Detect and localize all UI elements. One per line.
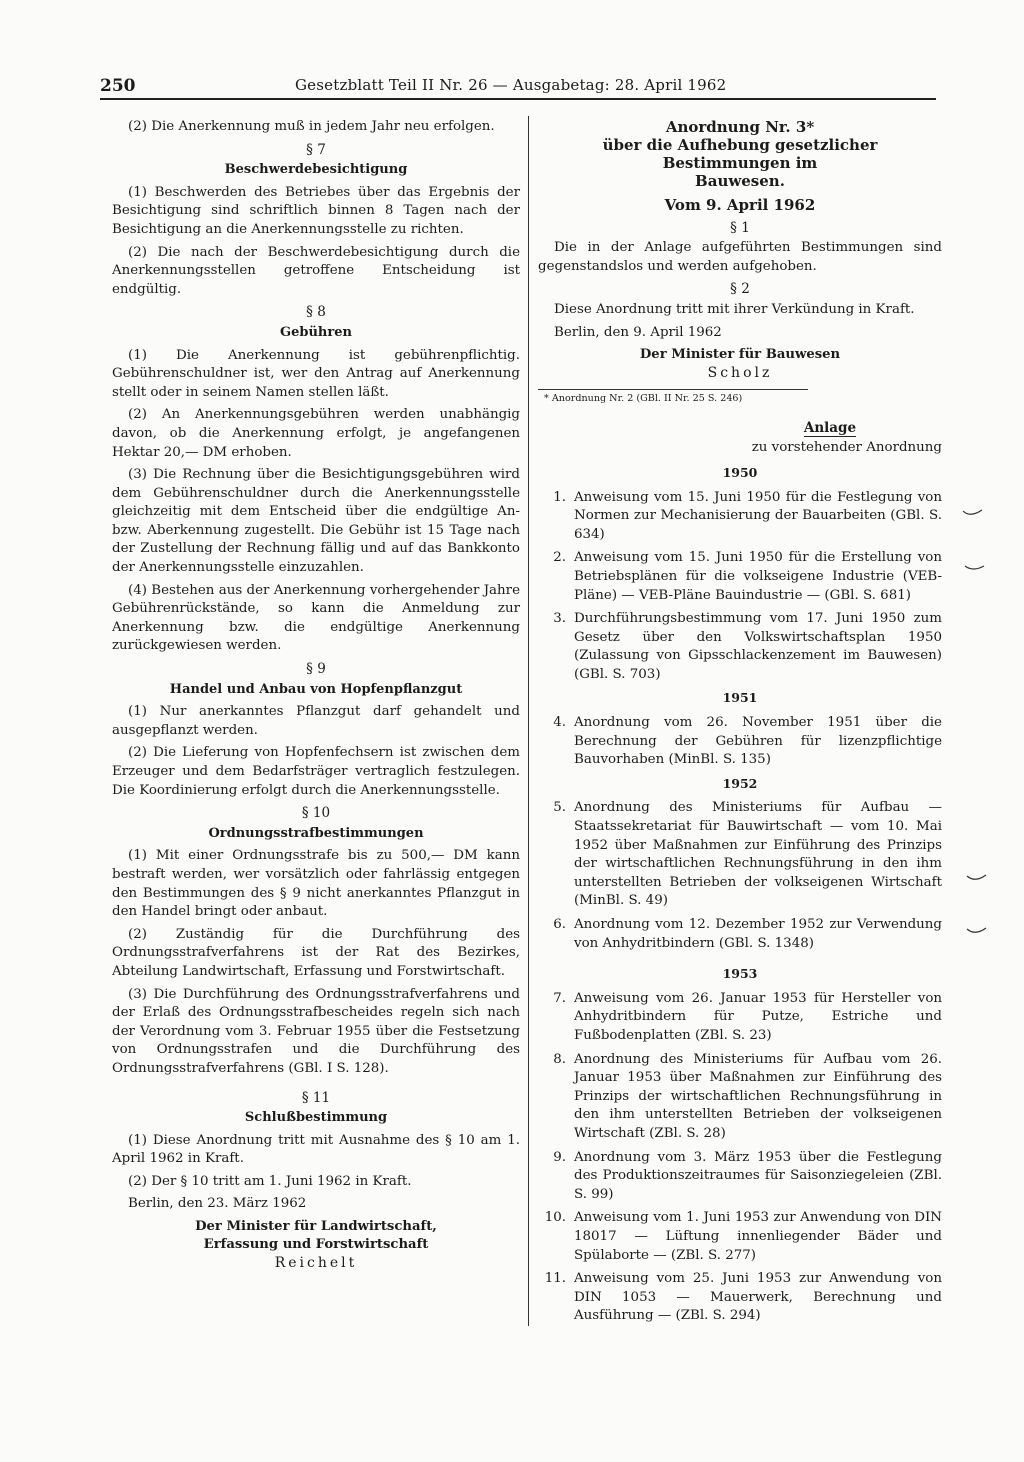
item-number: 11. <box>544 1271 566 1287</box>
paragraph: (3) Die Rechnung über die Besichtigungsgebühren wird dem Gebührenschuldner durch die Anerkennungsstelle gleichzeitig mit dem Entscheid über die endgültige An- bzw. Aberkennung zugestellt. Die Gebühr ist 15 Tage nach der Zustellung der Rechnung fällig und auf das Bankkonto der Anerkennungsstelle einzuzahlen. <box>112 467 520 576</box>
signer-name: Scholz <box>707 365 773 382</box>
paragraph: (4) Bestehen aus der Anerkennung vorhergehender Jahre Gebührenrückstände, so kann die Anmeldung zur Anerkennung bzw. die endgültige Anerkennung zurückgewiesen werden. <box>112 582 520 654</box>
footnote: * Anordnung Nr. 2 (GBl. II Nr. 25 S. 246) <box>544 392 743 404</box>
section-title: Gebühren <box>280 324 352 340</box>
year-heading: 1950 <box>722 464 758 480</box>
list-item <box>538 799 942 911</box>
section-title: Ordnungsstrafbestimmungen <box>208 825 424 841</box>
item-number: 8. <box>553 1051 566 1067</box>
section-title: Handel und Anbau von Hopfenpflanzgut <box>169 681 463 697</box>
footnote-rule <box>538 389 808 390</box>
item-number: 4. <box>553 715 566 731</box>
section-number: § 2 <box>730 281 750 298</box>
paragraph: (2) Zuständig für die Durchführung des Ordnungsstrafverfahrens ist der Rat des Bezirkes, Abteilung Landwirtschaft, Erfassung und Forstwirtschaft. <box>112 926 520 979</box>
paragraph: (2) Die Lieferung von Hopfenfechsern ist zwischen dem Erzeuger und dem Bedarfsträger vertraglich festzulegen. Die Koordinierung erfolgt durch die Anerkennungsstelle. <box>112 745 520 798</box>
signer-title: Der Minister für Landwirtschaft, <box>195 1219 437 1235</box>
paragraph: (3) Die Durchführung des Ordnungsstrafverfahrens und der Erlaß des Ordnungsstrafbescheides regeln sich nach der Verordnung vom 3. Februar 1955 über die Festsetzung von Ordnungsstrafen und die Durchführung des Ordnungsstrafverfahrens (GBl. I S. 128). <box>112 986 520 1076</box>
page-header <box>100 76 936 100</box>
paragraph: (1) Diese Anordnung tritt mit Ausnahme des § 10 am 1. April 1962 in Kraft. <box>112 1132 520 1167</box>
check-mark-icon <box>966 926 988 936</box>
year-heading: 1952 <box>722 775 758 791</box>
annex-subtitle: zu vorstehender Anordnung <box>751 440 942 456</box>
signer-title: Erfassung und Forstwirtschaft <box>203 1237 429 1253</box>
list-item <box>538 1270 942 1326</box>
check-mark-icon <box>966 873 988 883</box>
paragraph: (2) Der § 10 tritt am 1. Juni 1962 in Kraft. <box>128 1173 412 1189</box>
list-item <box>538 489 942 545</box>
item-number: 1. <box>553 489 566 505</box>
year-heading: 1951 <box>722 690 758 706</box>
section-number: § 11 <box>301 1089 331 1106</box>
paragraph: (1) Beschwerden des Betriebes über das Ergebnis der Besichtigung sind schriftlich binnen 8 Tagen nach der Besichtigung an die Anerkennungsstelle zu richten. <box>112 184 520 237</box>
paragraph: Diese Anordnung tritt mit ihrer Verkündung in Kraft. <box>554 301 915 317</box>
section-number: § 10 <box>301 805 331 822</box>
decree-title: Anordnung Nr. 3* <box>665 118 815 136</box>
item-text: Anordnung vom 26. November 1951 über die Berechnung der Gebühren für lizenzpflichtige Bauvorhaben (MinBl. S. 135) <box>574 715 942 768</box>
item-text: Anordnung vom 3. März 1953 über die Festlegung des Produktionszeitraumes für Saisonziegeleien (ZBl. S. 99) <box>574 1149 942 1202</box>
item-text: Anweisung vom 25. Juni 1953 zur Anwendung von DIN 1053 — Mauerwerk, Berechnung und Ausführung — (ZBl. S. 294) <box>574 1271 942 1324</box>
list-item <box>538 990 942 1046</box>
paragraph: (1) Nur anerkanntes Pflanzgut darf gehandelt und ausgepflanzt werden. <box>112 704 520 738</box>
decree-title: Bauwesen. <box>695 172 785 190</box>
section-number: § 8 <box>306 304 326 321</box>
signer-title: Der Minister für Bauwesen <box>639 347 841 363</box>
item-text: Anweisung vom 26. Januar 1953 für Hersteller von Anhydritbindern für Putze, Estriche und Fußbodenplatten (ZBl. S. 23) <box>574 990 942 1043</box>
list-item <box>538 714 942 770</box>
place-date: Berlin, den 23. März 1962 <box>128 1196 307 1212</box>
list-item <box>538 610 942 684</box>
item-number: 6. <box>553 917 566 932</box>
left-column <box>112 118 520 1273</box>
paragraph: (2) An Anerkennungsgebühren werden unabhängig davon, ob die Anerkennung erfolgt, je angefangenen Hektar 20,— DM erhoben. <box>112 407 520 460</box>
check-mark-icon <box>964 563 986 573</box>
item-number: 10. <box>544 1210 566 1226</box>
item-number: 3. <box>553 611 566 627</box>
item-text: Durchführungsbestimmung vom 17. Juni 1950 zum Gesetz über den Volkswirtschaftsplan 1950 (Zulassung von Gipsschlackenzement im Bauwesen) (GBl. S. 703) <box>574 611 942 682</box>
place-date: Berlin, den 9. April 1962 <box>554 324 722 340</box>
decree-date: Vom 9. April 1962 <box>664 196 816 214</box>
list-item <box>538 1051 942 1144</box>
list-item <box>538 1149 942 1205</box>
column-divider <box>528 116 529 1326</box>
paragraph: (1) Die Anerkennung ist gebührenpflichtig. Gebührenschuldner ist, wer den Antrag auf Anerkennung stellt oder in seinem Namen stellen läßt. <box>112 347 520 400</box>
paragraph: Die in der Anlage aufgeführten Bestimmungen sind gegenstandslos und werden aufgehoben. <box>538 240 942 274</box>
section-number: § 7 <box>306 141 326 158</box>
list-item <box>538 549 942 605</box>
section-title: Schlußbestimmung <box>244 1110 388 1126</box>
check-mark-icon <box>962 508 984 518</box>
item-number: 2. <box>553 550 566 566</box>
item-text: Anordnung des Ministeriums für Aufbau — Staatssekretariat für Bauwirtschaft — vom 10. Mai 1952 über Maßnahmen zur Einführung des Prinzips der wirtschaftlichen Rechnungsführung in den ihm unterstellten Betrieben der volkseigenen Wirtschaft (MinBl. S. 49) <box>574 800 942 909</box>
header-title: Gesetzblatt Teil II Nr. 26 — Ausgabetag: 28. April 1962 <box>295 76 727 94</box>
signer-name: Reichelt <box>274 1255 358 1272</box>
right-column <box>538 118 942 1331</box>
item-text: Anweisung vom 1. Juni 1953 zur Anwendung von DIN 18017 — Lüftung innenliegender Bäder und Spülaborte — (ZBl. S. 277) <box>574 1210 942 1263</box>
decree-title: über die Aufhebung gesetzlicher Bestimmungen im <box>602 136 878 172</box>
paragraph: (2) Die Anerkennung muß in jedem Jahr neu erfolgen. <box>128 119 495 134</box>
section-title: Beschwerdebesichtigung <box>224 162 408 178</box>
annex-title-text: Anlage <box>803 419 857 436</box>
year-heading: 1953 <box>722 966 758 982</box>
paragraph: (1) Mit einer Ordnungsstrafe bis zu 500,— DM kann bestraft werden, wer vorsätzlich oder fahrlässig entgegen den Bestimmungen des § 9 nicht anerkanntes Pflanzgut in den Handel bringt oder anbaut. <box>112 848 520 920</box>
item-text: Anordnung des Ministeriums für Aufbau vom 26. Januar 1953 über Maßnahmen zur Einführung des Prinzips der wirtschaftlichen Rechnungsführung in den ihm unterstellten Betrieben der volkseigenen Wirtschaft (ZBl. S. 28) <box>574 1051 942 1141</box>
annex-title <box>718 419 942 438</box>
item-text: Anweisung vom 15. Juni 1950 für die Festlegung von Normen zur Mechanisierung der Bauarbeiten (GBl. S. 634) <box>574 489 942 542</box>
item-number: 7. <box>553 990 566 1006</box>
item-number: 5. <box>553 800 566 816</box>
list-item <box>538 1209 942 1265</box>
section-number: § 1 <box>730 219 750 236</box>
item-number: 9. <box>553 1149 566 1165</box>
page-number: 250 <box>100 76 136 96</box>
item-text: Anweisung vom 15. Juni 1950 für die Erstellung von Betriebsplänen für die volkseigene Industrie (VEB-Pläne) — VEB-Pläne Bauindustrie — (GBl. S. 681) <box>574 550 942 603</box>
paragraph: (2) Die nach der Beschwerdebesichtigung durch die Anerkennungsstellen getroffene Entscheidung ist endgültig. <box>112 244 520 297</box>
item-text: Anordnung vom 12. Dezember 1952 zur Verwendung von Anhydritbindern (GBl. S. 1348) <box>574 917 942 951</box>
list-item <box>538 916 942 953</box>
section-number: § 9 <box>306 661 326 678</box>
